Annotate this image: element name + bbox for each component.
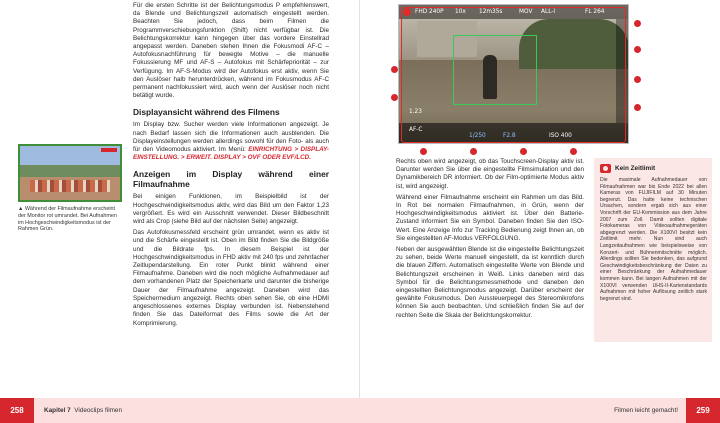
osd-mode: FHD 240P — [415, 9, 444, 15]
callout-marker — [634, 46, 641, 53]
image-caption: ▲ Während der Filmaufnahme erscheint der Monitor rot umrandet. Bei Aufnahmen im Hochgeschwindigkeitsmodus ist der Rahmen Grün. — [18, 206, 117, 233]
osd-format: MOV — [519, 9, 533, 15]
osd-aperture: F2.8 — [503, 133, 516, 139]
menu-path-link: EINRICHTUNG > DISPLAY-EINSTELLUNG. > ERWEIT. DISPLAY > OVF ODER EVF/LCD. — [133, 146, 330, 162]
osd-crop: 1.23 — [409, 109, 422, 115]
right-page-number: 259 — [686, 398, 720, 423]
callout-marker — [634, 20, 641, 27]
callout-marker — [420, 148, 427, 155]
exposure-paragraph: Neben der ausgewählten Blende ist die eingestellte Belichtungszeit zu sehen, beide Werte manuell eingestellt, da ist kenntlich durch die blauen Ziffern. Automatisch eingestellte Werte von Blende und Belichtungszeit erscheinen in Weiß. Links daneben wird das Symbol für die Belichtungsmessmethode und daneben den eingestellten Belichtungsmodus angezeigt. Darüber erscheint der gewählte Fokusmodus. Den Aussteuerpegel des Stereomikrofons können Sie auch beobachten. Und schließlich finden Sie auf der rechten Seite die Skala der Belichtungskorrektur. — [396, 246, 584, 319]
callout-marker — [520, 148, 527, 155]
crop-paragraph: Bei einigen Funktionen, im Beispielbild ist der Hochgeschwindigkeitsmodus aktiv, wird das Bild um den Faktor 1,23 vergrößert. Es wird ein Ausschnitt verwendet. Dieser Bildbeschnitt wird als Crop (siehe Bild auf der nächsten Seite) angezeigt. — [133, 193, 329, 226]
frame-paragraph: Während einer Filmaufnahme erscheint ein Rahmen um das Bild. In Rot bei normalen Filmaufnahmen, in Grün, wenn der Hochgeschwindigkeitsmodus aktiviert ist. Über den Batterie-Zustand informiert Sie ein Symbol. Daneben finden Sie den ISO-Wert. Eine Anzeige Info zur Tracking Bedienung zeigt Ihnen an, ob Sie eingestellten AF-Modus VERFOLGUNG. — [396, 193, 584, 242]
camera-icon — [600, 164, 611, 173]
recording-dot-icon — [403, 8, 411, 16]
touchscreen-paragraph: Rechts oben wird angezeigt, ob das Touchscreen-Display aktiv ist. Darunter werden Sie über die eingestellte Filmsimulation und den Dynamikbereich DR informiert. Ob der Film-optimierte Modus aktiv ist, wird angezeigt. — [396, 158, 584, 190]
right-text-column — [396, 158, 584, 323]
info-box-text: Die maximale Aufnahmedauer von Filmaufnahmen war bis Ende 2022 bei allen Kameras von FUJIFILM auf 30 Minuten begrenzt. Das hatte keine technischen Ursachen, sondern ergab sich aus einer Vorschrift der EU-Kommission aus dem Jahre 2007 zum Zoll. Damit sollten digitale Fotokameras von Videoaufnahmegeräten abgegrenzt werden. Die X100VI besitzt kein Zeitlimit mehr. Nun sind auch Langzeitaufnahmen wie beispielsweise von Konzert- und Bühnenmitschnitte möglich. Allerdings sollten Sie bedenken, das aufgrund Geschwindigkeitsbeschränkung der Daten zu einer Beschränkung der Aufnahmedauer kommen kann. Bei langen Aufnahmen mit der X100VI verwenden UHS-II-Kartenstandards Aufnahmen mit hoher Auflösung zeitlich stark begrenzt sind. — [600, 177, 707, 302]
callout-marker — [570, 148, 577, 155]
osd-af-mode: AF-C — [409, 127, 423, 133]
osd-remaining: 12m35s — [479, 9, 503, 15]
display-paragraph: Im Display bzw. Sucher werden viele Informationen angezeigt. Je nach Bedarf lassen sich die Informationen auch ausblenden. Die Displayeinstellungen werden allerdings sowohl für den Foto- als auch für den Videomodus aktiviert. Im Menü: EINRICHTUNG > DISPLAY-EINSTELLUNG. > ERWEIT. DISPLAY > OVF ODER EVF/LCD. — [133, 121, 330, 162]
intro-paragraph: Für die ersten Schritte ist der Belichtungsmodus P empfehlenswert, da Blende und Belichtungszeit automatisch eingestellt werden. Beachten Sie jedoch, dass beim Filmen die Programmverschiebungsfunktion (Shift) nicht verfügbar ist. Die Belichtungskorrektur kann hingegen über das vordere Einstellrad angepasst werden. Daneben stehen Ihnen die Fokusmodi AF-C – Autofokusnachführung für bewegte Motive – die manuelle Fokussierung MF und AF-S – Autofokus mit Schärfepriorität – zur Verfügung. Im AF-S-Modus wird der Autofokus erst aktiv, wenn Sie den Auslöser halb herunterdrücken, während im Fokusmodus AF-C permanent nachfokussiert wird, auch wenn der Auslöser noch nicht betätigt wurde. — [133, 2, 329, 100]
osd-fl: FL 264 — [585, 9, 605, 15]
osd-iso: ISO 400 — [549, 133, 572, 139]
af-paragraph: Das Autofokusmessfeld erscheint grün umrandet, wenn es aktiv ist und die Schärfe eingestellt ist. Oben im Bild finden Sie die Bildgröße und die Bildrate fps. In diesem Beispiel ist der Hochgeschwindigkeitsmodus in FHD aktiv mit 240 fps und zehnfacher Zeitlupendarstellung. Ein roter Punkt blinkt während einer Filmaufnahme. Daneben wird die noch mögliche Aufnahmedauer auf dem vorhandenen Platz der Speicherkarte und darunter die bisherige Dauer der Filmaufnahme angezeigt. Daneben wird das Speichermedium angezeigt. Rechts oben sehen Sie, ob eine HDMI angeschlossenes externes Display verbunden ist. Nebenstehend finden Sie das Dateiformat des Films sowie die Art der Komprimierung. — [133, 229, 329, 327]
osd-shutter: 1/250 — [469, 133, 486, 139]
recording-example-image — [18, 144, 122, 202]
left-text-column — [133, 2, 329, 331]
osd-compression: ALL-I — [541, 9, 556, 15]
camera-display-screenshot — [398, 4, 629, 144]
callout-marker — [391, 66, 398, 73]
recording-frame — [401, 7, 626, 143]
callout-marker — [470, 148, 477, 155]
page-gutter — [359, 0, 360, 423]
left-page-number: 258 — [0, 398, 34, 423]
callout-marker — [634, 76, 641, 83]
info-box-no-time-limit — [594, 158, 712, 342]
info-box-title: Kein Zeitlimit — [615, 165, 656, 172]
right-running-head: Filmen leicht gemacht! — [614, 407, 678, 414]
callout-marker — [391, 94, 398, 101]
callout-marker — [634, 104, 641, 111]
heading-display-during-filming: Anzeigen im Display während einer Filmaufnahme — [133, 169, 329, 190]
heading-display-view: Displayansicht während des Filmens — [133, 107, 280, 118]
osd-speed: 10x — [455, 9, 466, 15]
chapter-label: Kapitel 7 Videoclips filmen — [44, 407, 123, 414]
